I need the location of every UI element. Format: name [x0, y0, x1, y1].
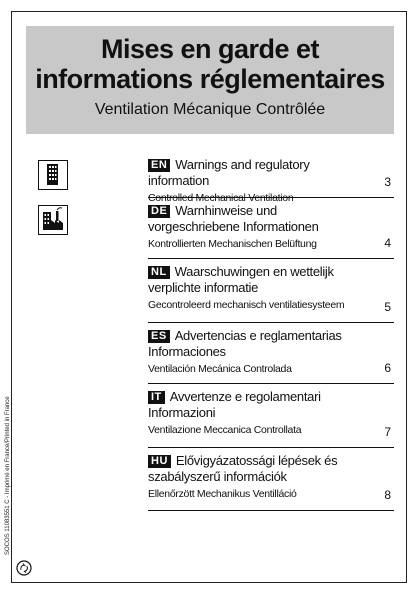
entry-title: HU Elővigyázatossági lépések és szabályszerű információk: [148, 453, 338, 484]
entry-subtitle: Kontrollierten Mechanischen Belüftung: [148, 238, 317, 250]
page-title: [26, 34, 394, 94]
page-number: 5: [384, 300, 391, 314]
entry-subtitle: Ventilación Mecánica Controlada: [148, 363, 292, 375]
page-number: 3: [384, 175, 391, 189]
building-icon: [38, 160, 68, 190]
page-number: 7: [384, 425, 391, 439]
page-subtitle: Ventilation Mécanique Contrôlée: [94, 101, 326, 118]
entry-subtitle: Ventilazione Meccanica Controllata: [148, 424, 302, 436]
title-line-1: Mises en garde et: [100, 34, 320, 64]
language-entry-hu[interactable]: [148, 448, 394, 511]
page-number: 4: [384, 236, 391, 250]
language-entry-it[interactable]: [148, 384, 394, 448]
entry-subtitle: Ellenőrzött Mechanikus Ventilláció: [148, 488, 297, 500]
entry-title: DE Warnhinweise und vorgeschriebene Informationen: [148, 203, 319, 234]
entry-subtitle: Controlled Mechanical Ventilation: [148, 192, 294, 204]
language-code: EN: [148, 159, 170, 172]
language-entry-es[interactable]: [148, 323, 394, 384]
entry-title: IT Avvertenze e regolamentari Informazioni: [148, 389, 321, 420]
page-number: 6: [384, 361, 391, 375]
language-code: ES: [148, 330, 170, 343]
language-code: DE: [148, 205, 170, 218]
page-number: 8: [384, 488, 391, 502]
entry-title: ES Advertencias e reglamentarias Informaciones: [148, 328, 342, 359]
language-entry-de[interactable]: [148, 198, 394, 259]
industrial-building-icon: [38, 205, 68, 235]
recycle-icon: [16, 560, 32, 576]
entry-title: EN Warnings and regulatory information: [148, 157, 310, 188]
language-code: HU: [148, 455, 171, 468]
entry-subtitle: Gecontroleerd mechanisch ventilatiesysteem: [148, 299, 345, 311]
language-code: NL: [148, 266, 170, 279]
entry-title: NL Waarschuwingen en wettelijk verplichte informatie: [148, 264, 334, 295]
language-code: IT: [148, 391, 165, 404]
title-banner: [26, 26, 394, 134]
language-entry-nl[interactable]: [148, 259, 394, 323]
language-entry-en[interactable]: [148, 157, 394, 204]
title-line-2: informations réglementaires: [35, 64, 385, 94]
print-info: SOCOS 11083551 C - Imprimé en France/Printed in France: [5, 396, 11, 555]
language-list: [148, 157, 394, 511]
